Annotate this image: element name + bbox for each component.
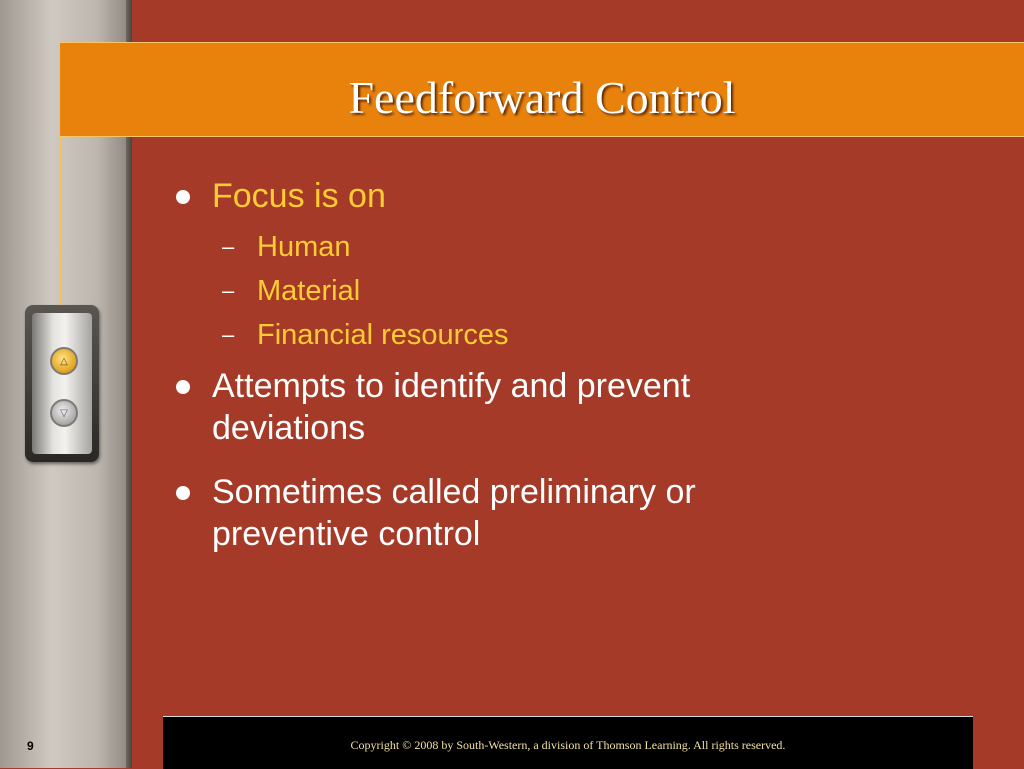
elevator-buttons-icon (25, 305, 99, 462)
bullet-text: Attempts to identify and prevent deviations (212, 367, 691, 447)
bullet-item (172, 365, 812, 449)
down-arrow-icon: ▽ (50, 399, 78, 427)
bullet-item (172, 471, 812, 555)
bullet-dot-icon (176, 190, 190, 204)
bullet-text: Focus is on (212, 177, 386, 215)
sub-item-text: Financial resources (257, 319, 509, 351)
dash-icon: – (222, 234, 235, 259)
sub-item (172, 313, 812, 357)
bullet-item (172, 175, 812, 217)
sub-item-text: Human (257, 231, 351, 263)
elevator-plate (32, 313, 92, 454)
copyright-text: Copyright © 2008 by South-Western, a division of Thomson Learning. All rights reserved. (350, 738, 786, 752)
page-number: 9 (27, 739, 34, 753)
bullet-dot-icon (176, 486, 190, 500)
slide-title: Feedforward Control (348, 72, 736, 123)
bullet-text: Sometimes called preliminary or preventive control (212, 473, 696, 553)
sub-item-text: Material (257, 275, 361, 307)
bullet-dot-icon (176, 380, 190, 394)
slide-content (172, 175, 812, 555)
up-arrow-icon: △ (50, 347, 78, 375)
dash-icon: – (222, 278, 235, 303)
sub-item (172, 225, 812, 269)
sub-item (172, 269, 812, 313)
dash-icon: – (222, 322, 235, 347)
